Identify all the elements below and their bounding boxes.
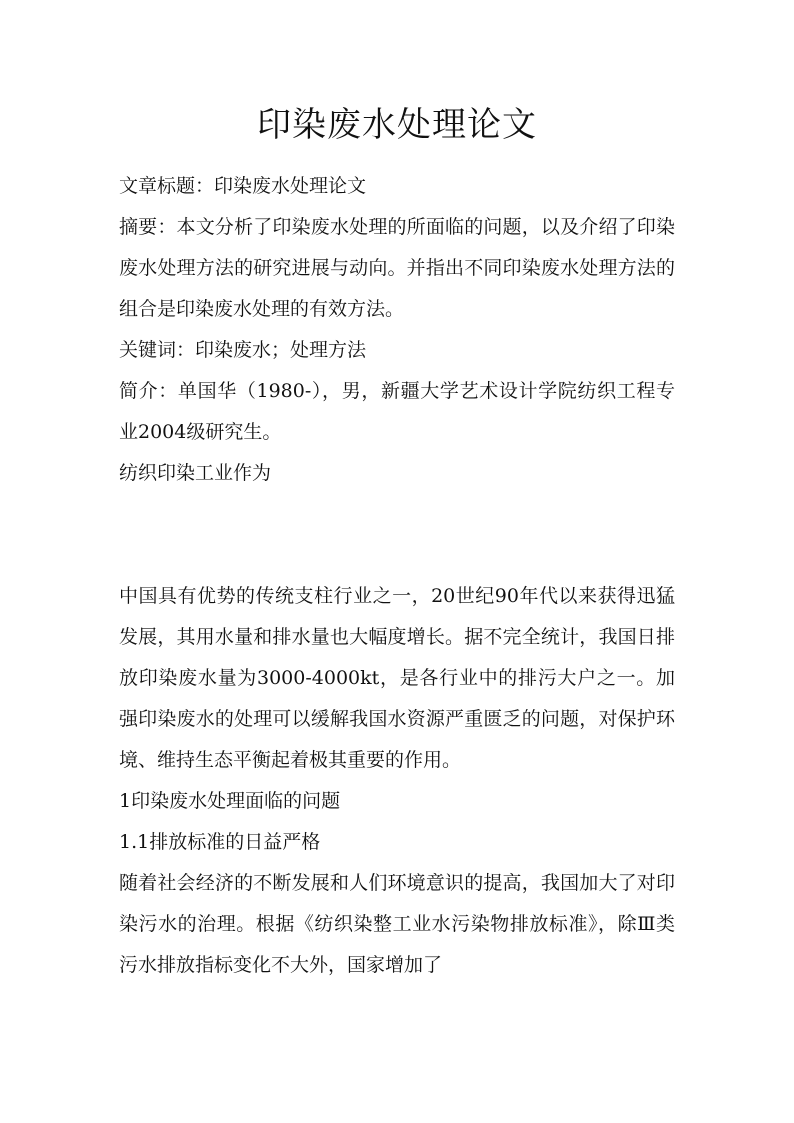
body-paragraph: 中国具有优势的传统支柱行业之一，20世纪90年代以来获得迅猛发展，其用水量和排水量也大幅度增长。据不完全统计，我国日排放印染废水量为3000-4000kt，是各行业中的排污大户之一。加强印染废水的处理可以缓解我国水资源严重匮乏的问题，对保护环境、维持生态平衡起着极其重要的作用。 xyxy=(119,585,675,771)
blank-line xyxy=(119,535,675,576)
document-body xyxy=(119,166,675,986)
author-intro-paragraph: 简介：单国华（1980-），男，新疆大学艺术设计学院纺织工程专业2004级研究生。 xyxy=(119,380,675,443)
abstract-paragraph: 摘要：本文分析了印染废水处理的所面临的问题，以及介绍了印染废水处理方法的研究进展与动向。并指出不同印染废水处理方法的组合是印染废水处理的有效方法。 xyxy=(119,216,675,320)
body-paragraph: 随着社会经济的不断发展和人们环境意识的提高，我国加大了对印染污水的治理。根据《纺织染整工业水污染物排放标准》，除Ⅲ类污水排放指标变化不大外，国家增加了 xyxy=(119,872,675,976)
section-heading: 1印染废水处理面临的问题 xyxy=(119,790,341,812)
article-title-line: 文章标题：印染废水处理论文 xyxy=(119,175,367,197)
document-title: 印染废水处理论文 xyxy=(257,105,537,145)
keywords-line: 关键词：印染废水；处理方法 xyxy=(119,339,367,361)
body-paragraph-fragment: 纺织印染工业作为 xyxy=(119,462,272,484)
subsection-heading: 1.1排放标准的日益严格 xyxy=(119,831,321,853)
blank-line xyxy=(119,494,675,535)
